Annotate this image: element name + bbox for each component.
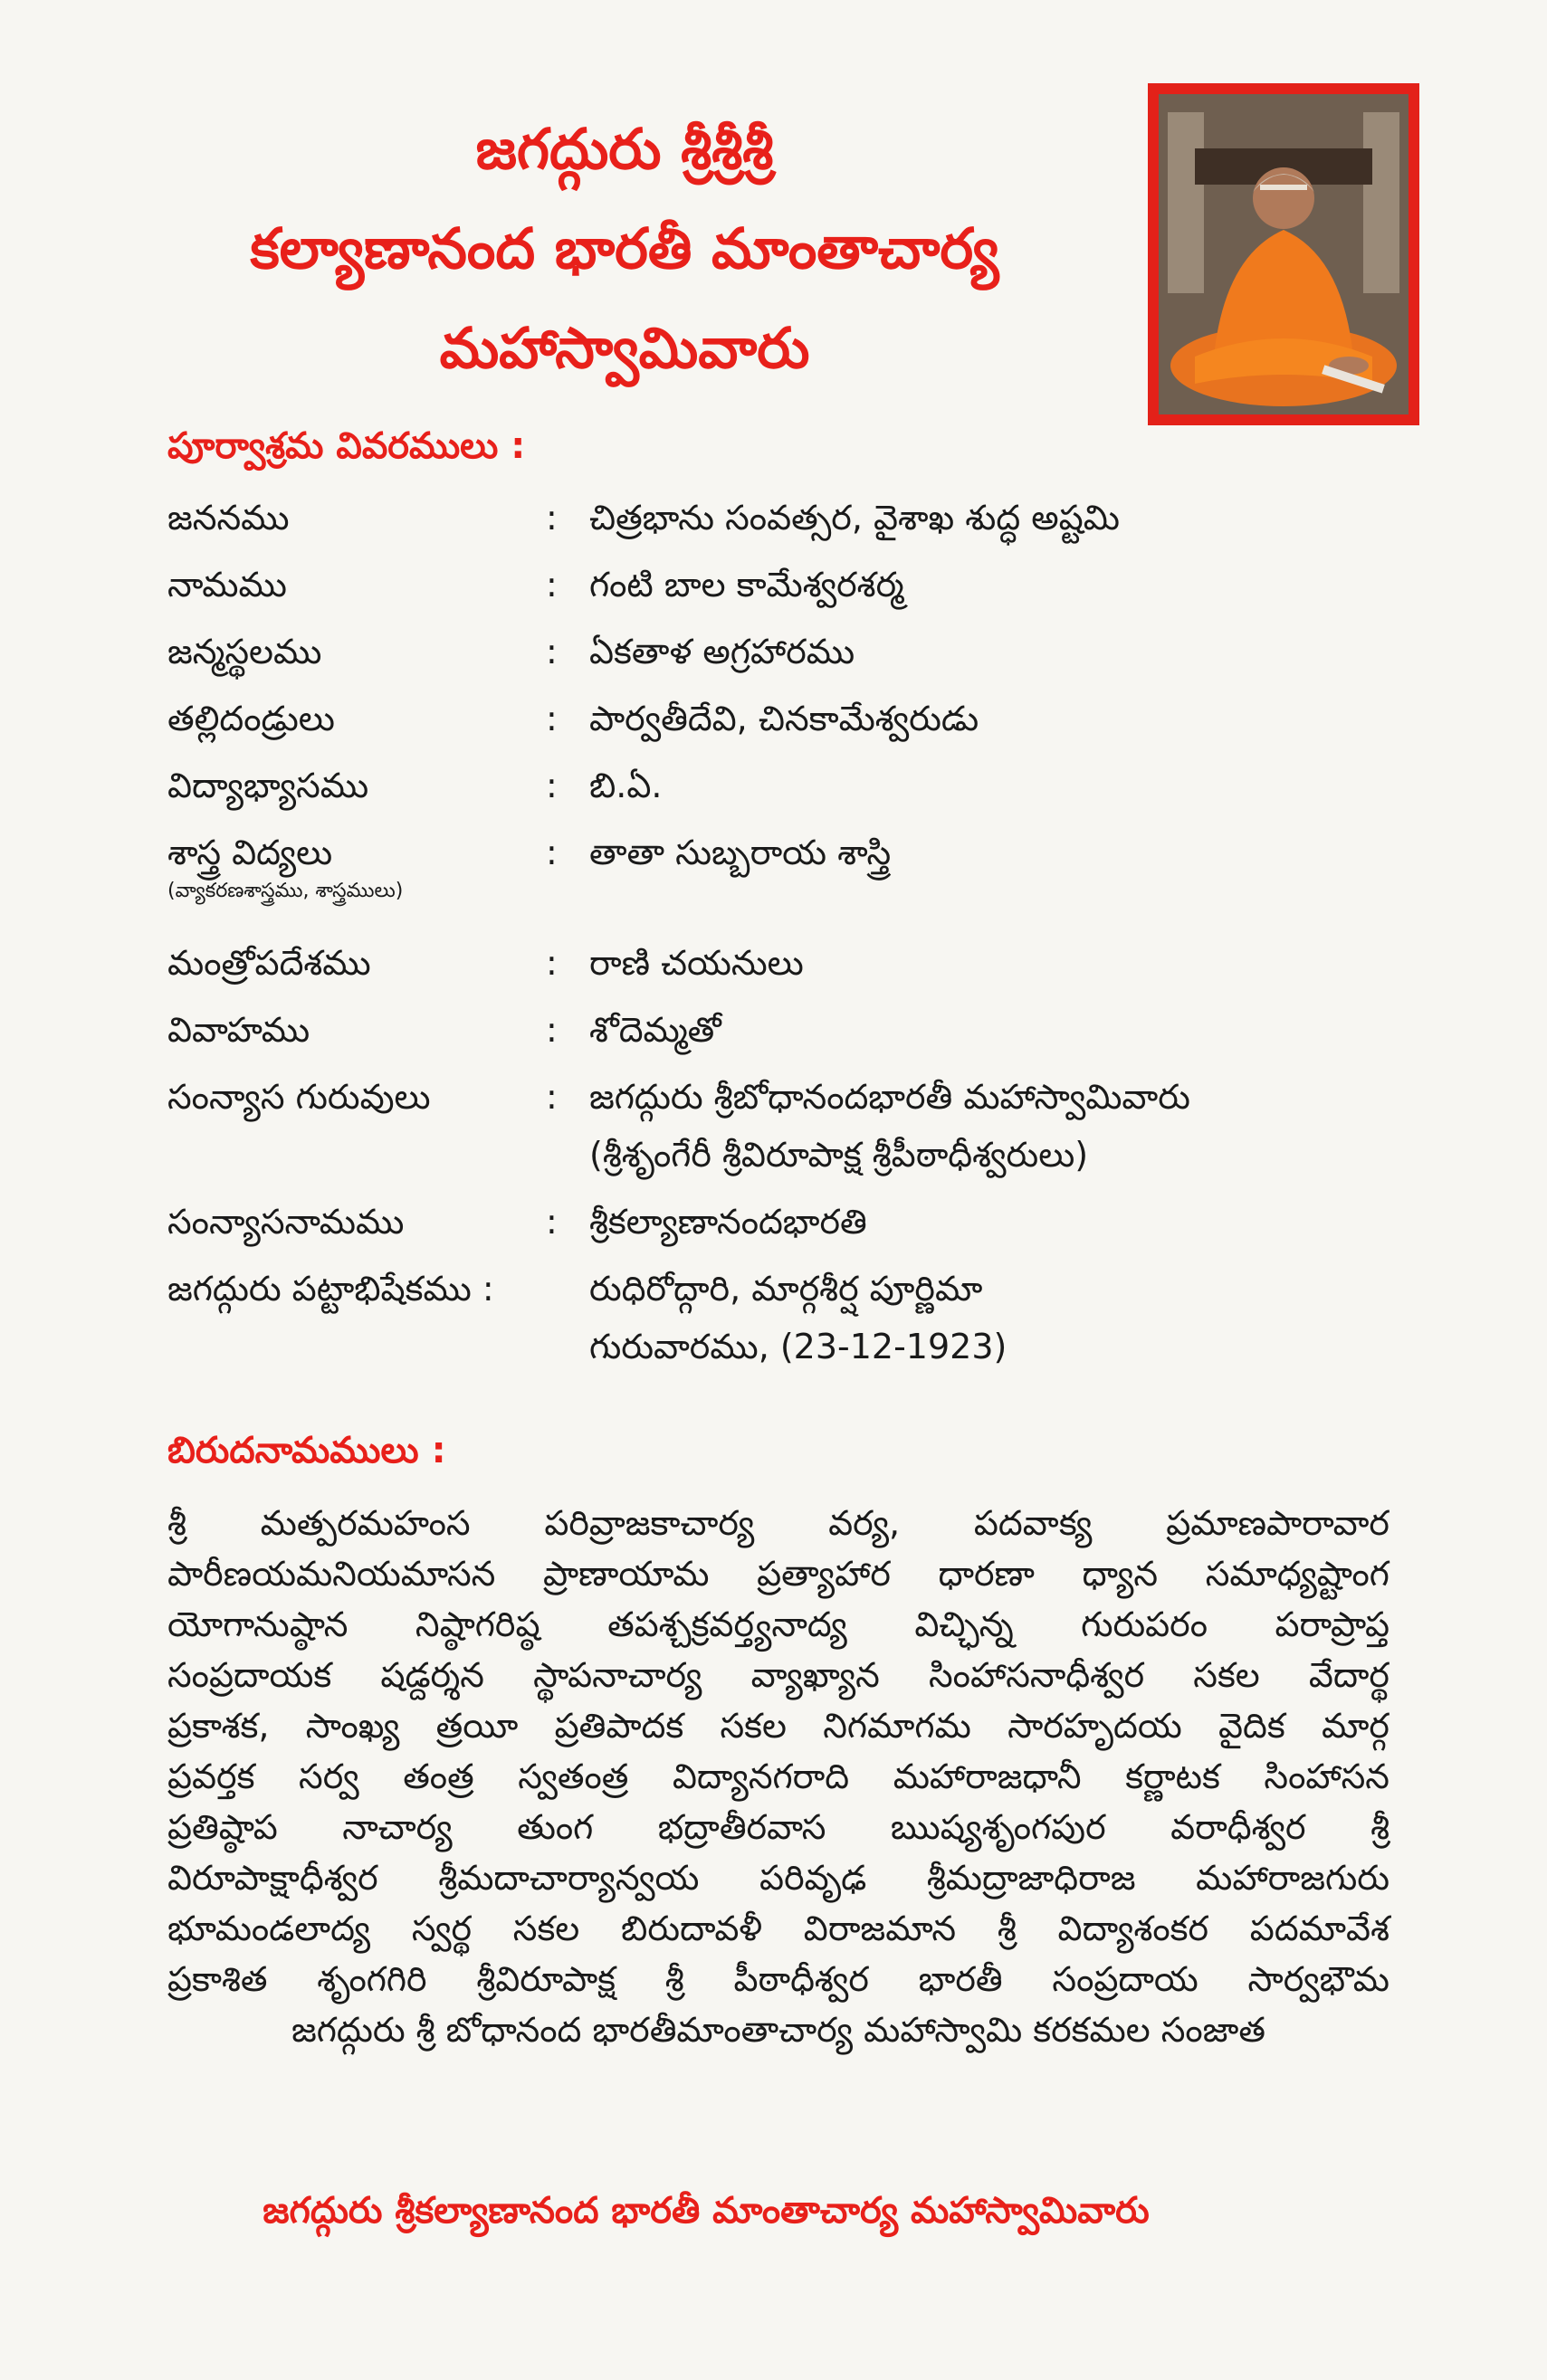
detail-value-continued: (శ్రీశృంగేరీ శ్రీవిరూపాక్ష శ్రీపీఠాధీశ్వరులు): [589, 1135, 1089, 1175]
birudu-word: బిరుదావళీ: [621, 1909, 763, 1948]
birudu-word: పరివ్రాజకాచార్య: [544, 1503, 755, 1543]
colon: :: [546, 1077, 558, 1117]
birudu-word: సమాధ్యష్టాంగ: [1205, 1554, 1389, 1594]
birudu-word: స్వర్థ: [411, 1909, 473, 1948]
title-line-1: జగద్గురు శ్రీశ్రీశ్రీ: [475, 116, 774, 182]
colon: :: [546, 1202, 558, 1242]
detail-row: [167, 1188, 1389, 1255]
detail-label: మంత్రోపదేశము: [167, 943, 371, 983]
detail-subnote: (వ్యాకరణశాస్త్రము, శాస్త్రములు): [167, 880, 404, 902]
birudu-word: శ్రీ: [664, 1959, 684, 1999]
footer-title: జగద్గురు శ్రీకల్యాణానంద భారతీ మాంతాచార్య మహాస్వామివారు: [263, 2190, 1150, 2232]
birudu-word: వర్య,: [828, 1503, 901, 1543]
detail-row: [167, 551, 1389, 618]
birudu-word: ధ్యాన: [1082, 1554, 1159, 1594]
colon: :: [546, 565, 558, 605]
birudu-word: సంప్రదాయ: [1052, 1959, 1198, 1999]
birudu-word: సర్వ: [299, 1756, 359, 1796]
birudu-word: సకల: [720, 1706, 787, 1746]
colon: :: [546, 498, 558, 538]
detail-value: బి.ఏ.: [589, 766, 663, 805]
colon: :: [546, 943, 558, 983]
birudu-word: నిగమాగమ: [823, 1706, 971, 1746]
birudu-word: భూమండలాద్య: [167, 1909, 371, 1948]
detail-row: [167, 618, 1389, 685]
detail-label: జననము: [167, 498, 290, 538]
birudu-word: వరాధీశ్వర: [1170, 1807, 1306, 1847]
birudu-word: మహారాజధానీ: [893, 1756, 1082, 1796]
birudu-word: తపశ్చక్రవర్త్యనాద్య: [607, 1604, 847, 1644]
birudu-word: శ్రీమద్రాజాధిరాజ: [926, 1858, 1136, 1898]
birudu-word: భద్రాతీరవాస: [657, 1807, 826, 1847]
birudu-word: సాంఖ్య: [305, 1706, 400, 1746]
birudu-word: స్థాపనాచార్య: [533, 1655, 702, 1695]
title-line-2: కల్యాణానంద భారతీ మాంతాచార్య: [250, 215, 999, 281]
birudu-word: ప్రకాశక,: [167, 1706, 270, 1746]
detail-row: [167, 685, 1389, 752]
birudu-word: యోగానుష్ఠాన: [167, 1604, 349, 1644]
detail-label: సంన్యాస గురువులు: [167, 1077, 431, 1117]
birudu-word: సకల: [512, 1909, 580, 1948]
birudu-word: తంత్ర: [403, 1756, 474, 1796]
birudu-word: సార్వభౌమ: [1247, 1959, 1389, 1999]
birudu-word: వేదార్థ: [1308, 1655, 1389, 1695]
birudu-word: ప్రతిష్ఠాప: [167, 1807, 278, 1847]
birudu-word: సింహాసన: [1264, 1756, 1389, 1796]
seated-swami-illustration: [1159, 94, 1409, 414]
birudu-word: పరివృఢ: [759, 1858, 867, 1898]
birudu-word: ధారణా: [938, 1554, 1035, 1594]
detail-row: [167, 1255, 1389, 1380]
birudu-word: సకల: [1193, 1655, 1260, 1695]
section-heading-purvashrama: పూర్వాశ్రమ వివరములు :: [167, 425, 526, 467]
details-list: [167, 484, 1389, 1380]
birudu-word: ప్రతిపాదక: [554, 1706, 684, 1746]
birudu-line: [167, 1852, 1389, 1903]
birudu-word: శృంగగిరి: [317, 1959, 427, 1999]
detail-row: [167, 752, 1389, 819]
birudu-word: స్వతంత్ర: [518, 1756, 629, 1796]
birudu-line: [167, 1751, 1389, 1802]
detail-value: రుధిరోద్గారి, మార్గశీర్ష పూర్ణిమా: [589, 1269, 983, 1309]
birudu-word: పదమావేశ: [1249, 1909, 1389, 1948]
birudu-word: సింహాసనాధీశ్వర: [929, 1655, 1145, 1695]
detail-row: [167, 996, 1389, 1063]
birudu-word: శ్రీవిరూపాక్ష: [476, 1959, 616, 1999]
birudu-word: ప్రత్యాహార: [757, 1554, 891, 1594]
birudu-word: వ్యాఖ్యాన: [750, 1655, 880, 1695]
page-title: [136, 100, 1113, 398]
birudu-word: విచ్ఛిన్న: [914, 1604, 1014, 1644]
birudu-word: పీఠాధీశ్వర: [733, 1959, 869, 1999]
birudu-word: శ్రీ: [997, 1909, 1017, 1948]
birudu-last-line: జగద్గురు శ్రీ బోధానంద భారతీమాంతాచార్య మహాస్వామి కరకమల సంజాత: [291, 2010, 1265, 2050]
birudu-word: విద్యానగరాది: [672, 1756, 850, 1796]
birudu-word: వైదిక: [1218, 1706, 1285, 1746]
detail-label: తల్లిదండ్రులు: [167, 699, 335, 738]
birudu-word: సారహృదయ: [1007, 1706, 1182, 1746]
detail-value: తాతా సుబ్బరాయ శాస్త్రి: [589, 833, 892, 872]
birudu-word: విద్యాశంకర: [1057, 1909, 1209, 1948]
colon: :: [546, 1010, 558, 1050]
birudu-word: విరూపాక్షాధీశ్వర: [167, 1858, 378, 1898]
colon: :: [546, 766, 558, 805]
detail-value: పార్వతీదేవి, చినకామేశ్వరుడు: [589, 699, 979, 738]
birudu-word: మత్పరమహంస: [260, 1503, 471, 1543]
birudu-word: పరాప్రాప్త: [1275, 1604, 1389, 1644]
birudu-line: [167, 1498, 1389, 1548]
birudu-line: [167, 1802, 1389, 1852]
portrait-image: [1159, 94, 1409, 414]
title-line-3: మహాస్వామివారు: [439, 315, 810, 381]
birudu-word: గురుపరం: [1081, 1604, 1208, 1644]
birudu-line: [167, 1903, 1389, 1954]
detail-label: నామము: [167, 565, 287, 605]
detail-value-continued: గురువారము, (23-12-1923): [589, 1327, 1007, 1366]
birudu-word: పదవాక్య: [973, 1503, 1093, 1543]
birudu-word: నాచార్య: [342, 1807, 453, 1847]
birudu-paragraph: [167, 1498, 1389, 2055]
detail-row: [167, 929, 1389, 996]
birudu-word: ప్రాణాయామ: [542, 1554, 710, 1594]
colon: :: [546, 699, 558, 738]
detail-label: జగద్గురు పట్టాభిషేకము :: [167, 1269, 494, 1309]
detail-subnote-row: [167, 880, 1389, 929]
detail-label: శాస్త్ర విద్యలు: [167, 833, 333, 872]
birudu-word: షడ్దర్శన: [380, 1655, 484, 1695]
detail-label: సంన్యాసనామము: [167, 1202, 405, 1242]
detail-row: [167, 1063, 1389, 1188]
detail-value: గంటి బాల కామేశ్వరశర్మ: [589, 565, 904, 605]
birudu-line: [167, 1548, 1389, 1599]
birudu-word: శ్రీ: [167, 1503, 186, 1543]
detail-value: రాణి చయనులు: [589, 943, 804, 983]
birudu-word: విరాజమాన: [803, 1909, 957, 1948]
birudu-word: మహారాజగురు: [1196, 1858, 1389, 1898]
birudu-word: శ్రీ: [1370, 1807, 1389, 1847]
birudu-word: పారీణయమనియమాసన: [167, 1554, 496, 1594]
detail-value: శ్రీకల్యాణానందభారతి: [589, 1202, 867, 1242]
birudu-word: త్రయీ: [435, 1706, 519, 1746]
birudu-word: శ్రీమదాచార్యాన్వయ: [438, 1858, 700, 1898]
birudu-word: కర్ణాటక: [1125, 1756, 1220, 1796]
birudu-word: తుంగ: [517, 1807, 594, 1847]
birudu-line: [167, 1700, 1389, 1751]
birudu-word: ప్రవర్తక: [167, 1756, 255, 1796]
detail-value: ఏకతాళ అగ్రహారము: [589, 632, 855, 671]
detail-label: జన్మస్థలము: [167, 632, 322, 671]
birudu-word: ప్రమాణపారావార: [1166, 1503, 1389, 1543]
birudu-line: [167, 1599, 1389, 1650]
colon: :: [546, 632, 558, 671]
birudu-word: మార్గ: [1321, 1706, 1389, 1746]
detail-label: వివాహము: [167, 1010, 310, 1050]
birudu-word: ఋష్యశృంగపుర: [890, 1807, 1106, 1847]
detail-value: శోదెమ్మతో: [589, 1010, 721, 1050]
detail-label: విద్యాభ్యాసము: [167, 766, 369, 805]
detail-value: జగద్గురు శ్రీబోధానందభారతీ మహాస్వామివారు: [589, 1077, 1190, 1117]
birudu-word: నిష్ఠాగరిష్ఠ: [415, 1604, 540, 1644]
birudu-line: [167, 1650, 1389, 1700]
portrait-photo: [1148, 83, 1419, 425]
colon: :: [546, 833, 558, 872]
detail-value: చిత్రభాను సంవత్సర, వైశాఖ శుద్ధ అష్టమి: [589, 498, 1120, 538]
detail-row: [167, 484, 1389, 551]
section-heading-birudu: బిరుదనామములు :: [167, 1430, 446, 1471]
birudu-word: ప్రకాశిత: [167, 1959, 268, 1999]
birudu-word: భారతీ: [918, 1959, 1003, 1999]
birudu-word: సంప్రదాయక: [167, 1655, 332, 1695]
birudu-line: [167, 1954, 1389, 2004]
